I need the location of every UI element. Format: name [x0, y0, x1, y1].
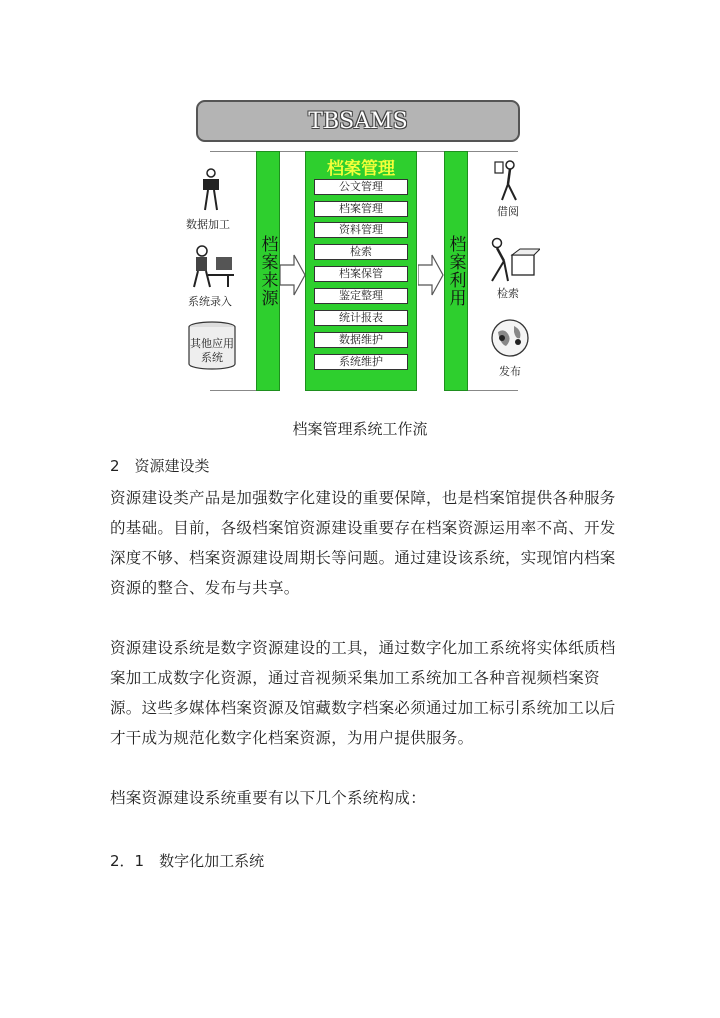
left-top-line [210, 151, 256, 152]
mid-top-line-2 [417, 151, 444, 152]
workflow-diagram [0, 0, 720, 410]
source-label: 其他应用系统 [190, 337, 234, 364]
subsection-heading: 2．1 数字化加工系统 [110, 852, 265, 870]
paragraph: 资源建设类产品是加强数字化建设的重要保障，也是档案馆提供各种服务的基础。目前，各级档案馆资源建设重要存在档案资源运用率不高、开发深度不够、档案资源建设周期长等问题。通过建设该系统，实现馆内档案资源的整合、发布与共享。 [110, 489, 616, 597]
module-item: 档案保管 [314, 266, 408, 282]
module-item: 数据维护 [314, 332, 408, 348]
use-bar [444, 151, 468, 391]
paragraph: 资源建设系统是数字资源建设的工具，通过数字化加工系统将实体纸质档案加工成数字化资源，通过音视频采集加工系统加工各种音视频档案资源。这些多媒体档案资源及馆藏数字档案必须通过加工标引系统加工以后才干成为规范化数字化档案资源，为用户提供服务。 [110, 639, 616, 747]
module-item: 检索 [314, 244, 408, 260]
left-bottom-line [210, 390, 256, 391]
center-title: 档案管理 [327, 159, 395, 179]
mid-top-line [280, 151, 305, 152]
figure-caption: 档案管理系统工作流 [292, 420, 428, 438]
source-bar-label: 档案来源 [257, 235, 278, 307]
source-label: 数据加工 [186, 218, 230, 231]
globe-icon [490, 318, 530, 358]
use-label: 借阅 [497, 205, 519, 218]
arrow-right-icon [280, 250, 306, 300]
right-bottom-line [468, 390, 518, 391]
module-item: 统计报表 [314, 310, 408, 326]
source-bar [256, 151, 280, 391]
person-carrying-icon [197, 168, 225, 212]
use-bar-label: 档案利用 [445, 235, 466, 307]
person-walking-icon [492, 160, 522, 202]
paragraph: 档案资源建设系统重要有以下几个系统构成： [110, 789, 427, 807]
arrow-right-icon [418, 250, 444, 300]
module-item: 资料管理 [314, 222, 408, 238]
module-item: 系统维护 [314, 354, 408, 370]
right-top-line [468, 151, 518, 152]
use-label: 发布 [499, 365, 521, 378]
archive-management-panel [305, 151, 417, 391]
module-item: 鉴定整理 [314, 288, 408, 304]
person-box-icon [484, 237, 540, 283]
system-title-box: TBSAMS [196, 100, 520, 142]
module-item: 档案管理 [314, 201, 408, 217]
use-label: 检索 [497, 287, 519, 300]
source-label: 系统录入 [188, 295, 232, 308]
module-item: 公文管理 [314, 179, 408, 195]
computer-user-icon [188, 243, 236, 289]
section-heading: 2 资源建设类 [110, 457, 210, 475]
